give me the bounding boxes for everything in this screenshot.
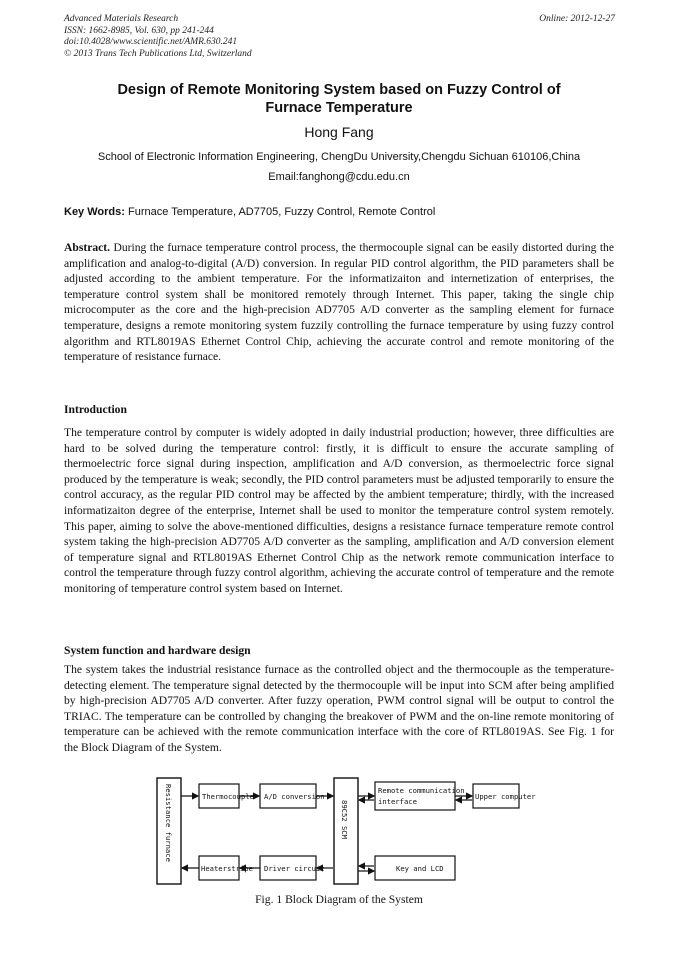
figure-caption: Fig. 1 Block Diagram of the System [255, 893, 423, 906]
title-line-1: Design of Remote Monitoring System based on Fuzzy Control of [117, 82, 561, 98]
remote-comm-label-line2: interface [378, 797, 417, 806]
online-date: Online: 2012-12-27 [539, 14, 615, 24]
author: Hong Fang [304, 124, 374, 140]
intro-text: The temperature control by computer is widely adopted in daily industrial production; however, three difficulties are hard to be solved during the temperature control: firstly, it is difficult to ensure the accurate sampling of thermoelectric force signal during inspection, amplification and A/D conversion, as thermoelectric force signal produced by the temperature is weak; secondly, the PID control parameters must be adjusted temporarily to ensure the control accuracy, as the regular PID control may be affected by the ambient temperature; thirdly, with the increased informatizaiton degree of the enterprise, Internet shall be used to monitor the temperature control system remotely. This paper, aiming to solve the above-mentioned difficulties, designs a resistance furnace temperature remote control system taking the high-precision AD7705 A/D converter as the sampling, amplification and A/D conversion element of temperature signal and RTL8019AS Ethernet Control Chip as the network remote communication interface to control the temperature through fuzzy control algorithm, achieving the accurate control of temperature and the remote monitoring of temperature control system based on Internet. [64, 426, 614, 595]
abstract [64, 240, 614, 365]
keywords-label: Key Words: [64, 206, 125, 218]
ad-conversion-label: A/D conversion [264, 792, 325, 801]
affiliation: School of Electronic Information Engineering, ChengDu University,Chengdu Sichuan 610106,China [97, 151, 581, 163]
remote-comm-label-line1: Remote communication [378, 786, 465, 795]
abstract-label: Abstract. [64, 241, 111, 254]
keywords [64, 206, 614, 218]
journal-header [64, 14, 252, 60]
resistance-furnace-label: Resistance furnace [164, 784, 173, 862]
title-line-2: Furnace Temperature [265, 100, 413, 116]
keywords-text: Furnace Temperature, AD7705, Fuzzy Control, Remote Control [127, 206, 436, 218]
abstract-text: During the furnace temperature control process, the thermocouple signal can be easily distorted during the amplification and analog-to-digital (A/D) conversion. In regular PID control algorithm, the PID parameters shall be adjusted according to the ambient temperature. For the informatizaiton and internetization of enterprises, the temperature control system shall be monitored remotely through Internet. This paper, taking the single chip microcomputer as the core and the high-precision AD7705 A/D converter as the sampling element for furnace temperature, designs a remote monitoring system fuzzily controlling the furnace temperature by using fuzzy control algorithm and RTL8019AS Ethernet Control Chip, achieving the accurate control and remote monitoring of the temperature of resistance furnace. [64, 241, 614, 364]
issn: ISSN: 1662-8985, Vol. 630, pp 241-244 [64, 25, 214, 36]
scm-label: 89C52 SCM [340, 800, 349, 839]
block-diagram [155, 776, 536, 888]
thermocouple-label: Thermocouple [202, 792, 254, 801]
heaterstripe-label: Heaterstripe [201, 864, 253, 873]
intro-heading: Introduction [64, 403, 127, 416]
driver-circuit-label: Driver circuit [264, 864, 325, 873]
system-heading: System function and hardware design [64, 644, 251, 657]
copyright: © 2013 Trans Tech Publications Ltd, Switzerland [64, 48, 252, 59]
journal-name: Advanced Materials Research [64, 14, 179, 24]
system-text: The system takes the industrial resistance furnace as the controlled object and the thermocouple as the temperature-detecting element. The temperature signal detected by the thermocouple will be input into SCM after being amplified by high-precision AD7705 A/D converter. After fuzzy operation, PWM control signal will be output to control the TRIAC. The temperature can be controlled by changing the breakover of PWM and the on-line remote monitoring of temperature can be achieved with the remote communication interface with the core of RTL8019AS. See Fig. 1 for the Block Diagram of the System. [64, 663, 614, 754]
paper-title [64, 81, 614, 117]
doi: doi:10.4028/www.scientific.net/AMR.630.241 [64, 37, 238, 47]
key-lcd-label: Key and LCD [396, 864, 444, 873]
upper-computer-label: Upper computer [475, 792, 536, 801]
email: Email:fanghong@cdu.edu.cn [268, 171, 410, 183]
